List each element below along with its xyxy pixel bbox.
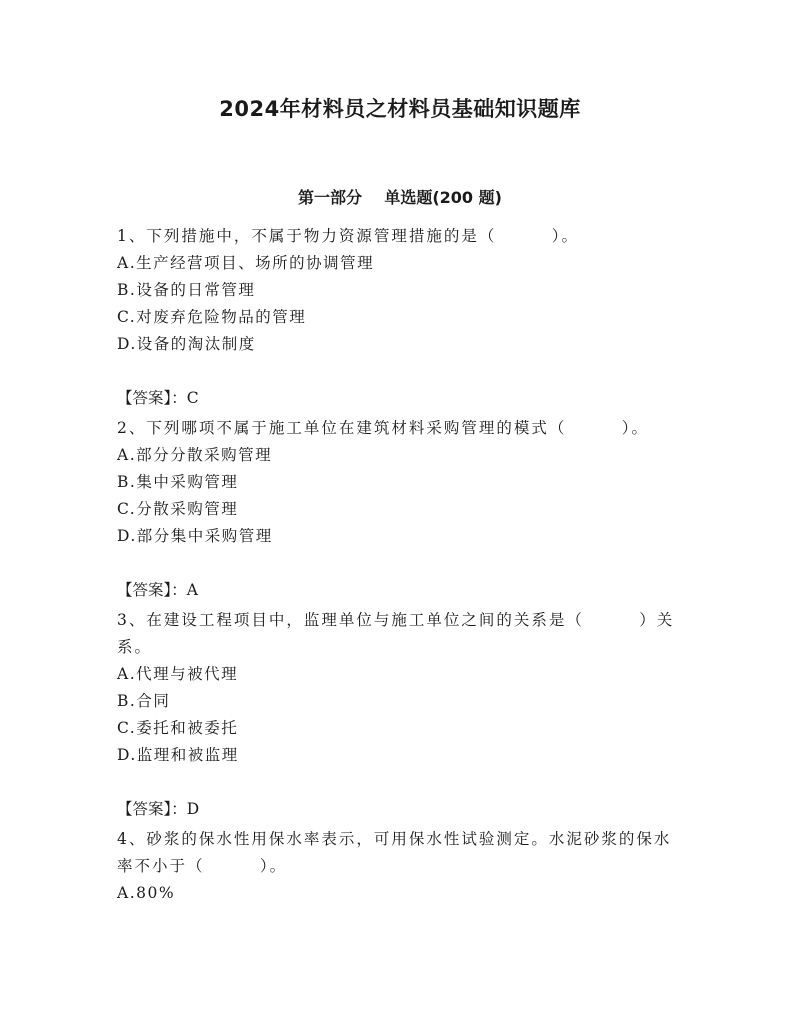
option-a: A.代理与被代理 [117, 665, 239, 683]
option-b: B.设备的日常管理 [117, 281, 256, 299]
option-d: D.部分集中采购管理 [117, 527, 273, 545]
answer-label: 【答案】： [117, 800, 187, 818]
question-list [117, 223, 687, 907]
option-d: D.监理和被监理 [117, 746, 239, 764]
option-c: C.分散采购管理 [117, 500, 239, 518]
answer-value: A [186, 581, 199, 599]
document-title: 2024年材料员之材料员基础知识题库 [219, 97, 581, 121]
question-stem: 3、在建设工程项目中，监理单位与施工单位之间的关系是（ ）关系。 [117, 611, 675, 656]
answer-line [117, 796, 687, 823]
option-c: C.委托和被委托 [117, 719, 239, 737]
question-stem: 1、下列措施中，不属于物力资源管理措施的是（ ）。 [117, 227, 580, 245]
question-block [117, 826, 687, 907]
option-c: C.对废弃危险物品的管理 [117, 308, 307, 326]
question-block [117, 415, 687, 604]
option-a: A.80% [117, 884, 176, 902]
answer-line [117, 577, 687, 604]
question-block [117, 607, 687, 823]
option-b: B.集中采购管理 [117, 473, 239, 491]
answer-value: C [186, 389, 200, 407]
answer-line [117, 385, 687, 412]
answer-label: 【答案】： [117, 581, 187, 599]
option-a: A.生产经营项目、场所的协调管理 [117, 254, 375, 272]
option-d: D.设备的淘汰制度 [117, 335, 256, 353]
question-stem: 2、下列哪项不属于施工单位在建筑材料采购管理的模式（ ）。 [117, 419, 650, 437]
option-b: B.合同 [117, 692, 171, 710]
answer-label: 【答案】： [117, 389, 187, 407]
question-block [117, 223, 687, 412]
section-heading: 第一部分 单选题(200 题) [298, 188, 502, 207]
answer-value: D [186, 800, 201, 818]
question-stem: 4、砂浆的保水性用保水率表示，可用保水性试验测定。水泥砂浆的保水率不小于（ ）。 [117, 830, 672, 875]
option-a: A.部分分散采购管理 [117, 446, 273, 464]
